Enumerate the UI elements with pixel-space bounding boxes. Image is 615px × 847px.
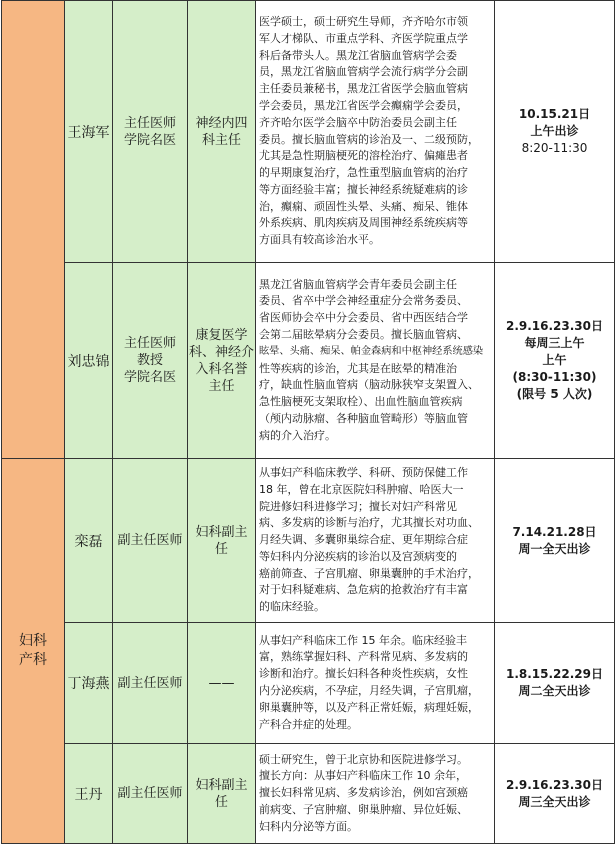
description-line: 卵巢囊肿等，以及产科正常妊娠，病理妊娠， [259,700,479,714]
description-line: 委员、省卒中学会神经重症分会常务委员、 [259,294,468,308]
doctor-specialty-line: 妇科副主 [195,524,248,540]
doctor-title-line: 副主任医师 [117,786,183,801]
description-line: 病、多发病的诊断与治疗，尤其擅长对功血、 [259,516,479,530]
description-line: 妇科内分泌等方面。 [259,819,358,833]
description-line: 诊断和治疗。擅长妇科各种炎性疾病，女性 [259,667,468,681]
doctor-title [113,744,188,844]
doctor-specialty-line: 科主任 [201,132,241,148]
description-line: 医学硕士，硕士研究生导师，齐齐哈尔市领 [259,14,468,28]
description-line: 学会委员，黑龙江省医学会癫痫学会委员， [259,98,468,112]
schedule-session: 周三全天出诊 [518,794,591,809]
doctor-title [113,623,188,744]
doctor-specialty [188,744,256,844]
doctor-title-line: 主任医师 [123,115,176,131]
description-line: 主任委员兼秘书，黑龙江省医学会脑血管病 [259,82,468,96]
department-name-line: 妇科 [19,633,47,649]
doctor-schedule [495,623,615,744]
doctor-specialty-line: 妇科副主 [195,777,248,793]
description-line: 院进修妇科进修学习；擅长对妇产科常见 [259,499,457,513]
description-line: 内分泌疾病，不孕症，月经失调，子宫肌瘤， [259,684,479,697]
doctor-specialty-line: 神经内四 [195,115,248,131]
description-line: 的早期康复治疗，急性重型脑血管病的治疗 [259,166,468,180]
doctor-schedule [495,1,615,263]
schedule-hours: (8:30-11:30) [512,370,597,384]
schedule-session: 上午 [542,353,567,367]
doctor-row [2,263,615,459]
description-line: 擅长妇科常见病、多发病诊治，例如宫颈癌 [259,786,468,800]
doctor-specialty [188,263,256,459]
doctor-row [2,1,615,263]
doctor-specialty [188,459,256,623]
doctor-description [256,744,495,844]
doctor-specialty-line: —— [208,675,235,691]
schedule-session: 周二全天出诊 [518,684,591,698]
schedule-session: 周一全天出诊 [518,541,591,556]
description-line: 会第二届眩晕病分会委员。擅长脑血管病、 [259,327,468,341]
description-line: 癌前筛查、子宫肌瘤、卵巢囊肿的手术治疗， [259,566,479,580]
description-line: 齐齐哈尔医学会脑卒中防治委员会副主任 [259,115,457,129]
doctor-description [256,1,495,263]
schedule-dates: 2.9.16.23.30日 [505,319,604,333]
schedule-session: 上午出诊 [530,124,579,138]
description-line: 疗，缺血性脑血管病（脑动脉狭窄支架置入、 [259,378,479,392]
description-line: 等方面经验丰富；擅长神经系统疑难病的诊 [259,182,468,196]
schedule-dates: 10.15.21日 [518,107,591,121]
description-line: 省医师协会卒中分会委员、省中西医结合学 [259,311,468,325]
schedule-limit: (限号 5 人次) [516,387,593,401]
description-line: 等妇科内分泌疾病的诊治以及宫颈病变的 [259,549,457,563]
doctor-specialty-line: 康复医学 [195,327,248,343]
description-line: 产科合并症的处理。 [259,717,358,731]
description-line: 月经失调、多囊卵巢综合症、更年期综合症 [259,533,468,547]
doctor-schedule-table [1,0,615,844]
doctor-specialty-line: 任 [214,794,228,810]
description-line: 的临床经验。 [259,600,325,614]
doctor-name: 王海军 [65,1,113,263]
description-line: 外系疾病、肌肉疾病及周围神经系统疾病等 [259,216,468,230]
description-line: 富，熟练掌握妇科、产科常见病、多发病的 [259,650,468,664]
department-cell [2,459,65,844]
doctor-title-line: 副主任医师 [117,675,183,691]
doctor-specialty [188,623,256,744]
description-line: 从事妇产科临床教学、科研、预防保健工作 [259,465,468,479]
doctor-description [256,263,495,459]
description-line: 硕士研究生，曾于北京协和医院进修学习。 [259,752,468,766]
description-line: （颅内动脉瘤、各种脑血管畸形）等脑血管 [259,411,468,425]
doctor-title-line: 主任医师 [123,336,176,351]
doctor-title-line: 副主任医师 [117,533,183,548]
description-line: 从事妇产科临床工作 15 年余。临床经验丰 [259,633,467,647]
doctor-schedule [495,263,615,459]
doctor-row [2,623,615,744]
description-line: 病的介入治疗。 [259,428,336,442]
schedule-dates: 7.14.21.28日 [512,524,597,539]
doctor-description [256,459,495,623]
department-cell [2,1,65,459]
description-line: 18 年，曾在北京医院妇科肿瘤、哈医大一 [259,482,464,496]
doctor-row [2,744,615,844]
schedule-dates: 1.8.15.22.29日 [505,667,604,681]
schedule-session: 每周三上午 [524,336,585,350]
doctor-name: 丁海燕 [65,623,113,744]
department-name-line: 产科 [19,652,47,668]
description-line: 黑龙江省脑血管病学会青年委员会副主任 [259,277,457,291]
schedule-hours: 8:20-11:30 [521,141,588,155]
description-line: 员，黑龙江省脑血管病学会流行病学分会副 [259,65,468,79]
doctor-title-line: 学院名医 [123,370,176,385]
doctor-specialty-line: 科、神经介 [188,344,254,360]
description-line: 委员。擅长脑血管病的诊治及一、二级预防， [259,132,479,146]
doctor-title-line: 学院名医 [123,132,176,148]
description-line: 性等疾病的诊治，尤其是在眩晕的精准治 [259,361,457,375]
doctor-specialty [188,1,256,263]
description-line: 眩晕、头痛、痴呆、帕金森病和中枢神经系统感染 [259,345,484,357]
doctor-name: 王丹 [65,744,113,844]
doctor-name: 刘忠锦 [65,263,113,459]
doctor-specialty-line: 任 [214,541,228,557]
doctor-title-line: 教授 [136,353,163,368]
doctor-title [113,459,188,623]
description-line: 尤其是急性期脑梗死的溶栓治疗、偏瘫患者 [259,149,468,163]
doctor-schedule [495,459,615,623]
doctor-description [256,623,495,744]
doctor-schedule [495,744,615,844]
doctor-specialty-line: 入科名誉 [195,361,248,377]
schedule-dates: 2.9.16.23.30日 [505,777,604,792]
description-line: 对于妇科疑难病、急危病的抢救治疗有丰富 [259,583,468,597]
doctor-title [113,263,188,459]
description-line: 科后备带头人。黑龙江省脑血管病学会委 [259,48,457,62]
description-line: 擅长方向：从事妇产科临床工作 10 余年， [259,769,467,783]
doctor-name: 栾磊 [65,459,113,623]
doctor-row [2,459,615,623]
description-line: 治，癫痫、顽固性头晕、头痛、痴呆、锥体 [259,199,468,213]
doctor-title [113,1,188,263]
description-line: 方面具有较高诊治水平。 [259,233,380,247]
description-line: 急性脑梗死支架取栓）、出血性脑血管疾病 [259,395,463,409]
description-line: 前病变、子宫肿瘤、卵巢肿瘤、异位妊娠、 [259,802,468,816]
doctor-specialty-line: 主任 [208,378,235,394]
description-line: 军人才梯队、市重点学科、齐医学院重点学 [259,31,468,45]
